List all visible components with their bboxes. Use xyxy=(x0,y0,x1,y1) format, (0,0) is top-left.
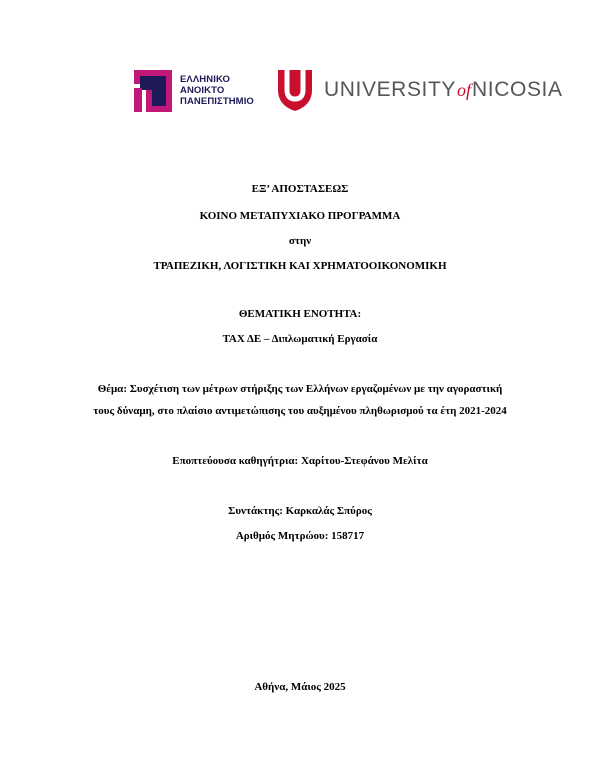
supervisor-line xyxy=(0,455,600,467)
unic-logo xyxy=(276,68,563,112)
logo-bar xyxy=(0,62,600,118)
distance-learning-heading: ΕΞ’ ΑΠΟΣΤΑΣΕΩΣ xyxy=(251,183,349,195)
unic-word-university: UNIVERSITY xyxy=(324,78,457,101)
thematic-unit-label: ΘΕΜΑΤΙΚΗ ΕΝΟΤΗΤΑ: xyxy=(238,308,362,320)
hou-logo-line-3: ΠΑΝΕΠΙΣΤΗΜΙΟ xyxy=(180,96,254,107)
place-date: Αθήνα, Μάιος 2025 xyxy=(254,681,346,693)
topic-label: Θέμα: xyxy=(97,383,127,395)
unic-shield-icon xyxy=(276,68,314,112)
hou-logo-line-1: ΕΛΛΗΝΙΚΟ xyxy=(180,74,230,85)
program-field: ΤΡΑΠΕΖΙΚΗ, ΛΟΓΙΣΤΙΚΗ ΚΑΙ ΧΡΗΜΑΤΟΟΙΚΟΝΟΜΙΚΗ xyxy=(153,260,447,272)
unic-word-of: of xyxy=(457,80,472,100)
topic-text-1: Συσχέτιση των μέτρων στήριξης των Ελλήνων εργαζομένων με την αγοραστική xyxy=(126,383,503,395)
program-heading: ΚΟΙΝΟ ΜΕΤΑΠΥΧΙΑΚΟ ΠΡΟΓΡΑΜΜΑ xyxy=(199,210,401,222)
program-connector: στην xyxy=(288,235,312,247)
unic-logo-text xyxy=(324,78,563,102)
supervisor-name: Χαρίτου-Στεφάνου Μελίτα xyxy=(298,455,428,467)
unic-word-nicosia: NICOSIA xyxy=(472,78,563,101)
hou-logo-mark-icon xyxy=(132,66,176,116)
hou-logo-line-2: ΑΝΟΙΚΤΟ xyxy=(180,85,225,96)
hou-logo xyxy=(132,66,262,116)
author-line xyxy=(0,505,600,517)
topic-line-1 xyxy=(0,383,600,395)
supervisor-label: Εποπτεύουσα καθηγήτρια: xyxy=(172,455,299,467)
registration-label: Αριθμός Μητρώου: xyxy=(235,530,329,542)
registration-number: 158717 xyxy=(328,530,365,542)
topic-line-2: τους δύναμη, στο πλαίσιο αντιμετώπισης του αυξημένου πληθωρισμού τα έτη 2021-2024 xyxy=(93,405,507,417)
registration-line xyxy=(0,530,600,542)
thematic-unit-value: ΤΑΧ ΔΕ – Διπλωματική Εργασία xyxy=(222,333,378,345)
author-label: Συντάκτης: xyxy=(228,505,283,517)
author-name: Καρκαλάς Σπύρος xyxy=(282,505,372,517)
hou-logo-text xyxy=(180,74,254,107)
